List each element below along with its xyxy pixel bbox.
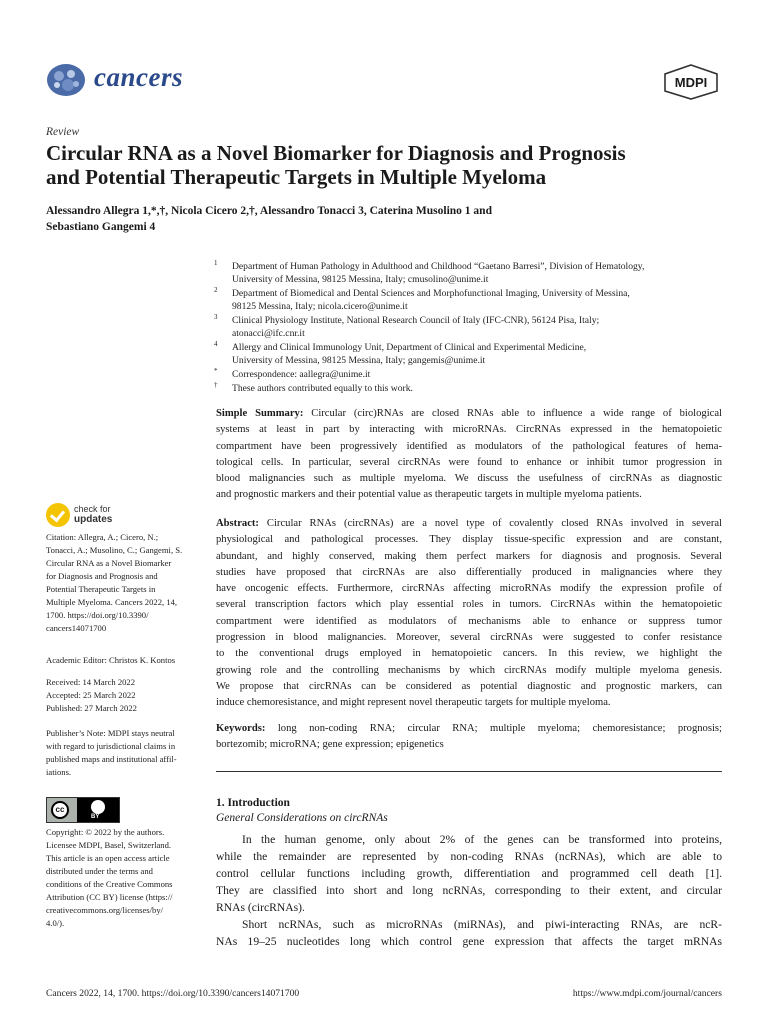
copyright-license-link[interactable]: Attribution (CC BY) license (https:// xyxy=(46,892,173,902)
copyright-line: conditions of the Creative Commons xyxy=(46,879,173,889)
attribution-person-icon xyxy=(91,800,105,814)
copyright-line: distributed under the terms and xyxy=(46,866,153,876)
title-line: and Potential Therapeutic Targets in Multiple Myeloma xyxy=(46,165,547,189)
publisher-note-line: with regard to jurisdictional claims in xyxy=(46,741,176,751)
keywords-line: bortezomib; microRNA; gene expression; epigenetics xyxy=(216,739,444,751)
introduction-body xyxy=(216,831,722,950)
cc-by-panel xyxy=(77,798,119,822)
date-received: Received: 14 March 2022 xyxy=(46,677,136,687)
citation-line: Potential Therapeutic Targets in xyxy=(46,584,156,594)
body-line: NAs 19–25 nucleotides long which control gene expression that affects the target mRNAs xyxy=(216,935,722,948)
abstract-line: studies have proposed that circRNAs are also differentially produced in malignancies where they xyxy=(216,566,722,578)
citation-doi-link[interactable]: 1700. https://doi.org/10.3390/ xyxy=(46,610,149,620)
copyright-line: This article is an open access article xyxy=(46,853,170,863)
cc-icon: cc xyxy=(51,801,69,819)
summary-line xyxy=(216,406,722,422)
academic-editor xyxy=(46,654,202,667)
date-published: Published: 27 March 2022 xyxy=(46,703,137,713)
article-title xyxy=(46,141,726,189)
abstract-line: physiological and pathological processes. They display tissue-specific expression and are constant, xyxy=(216,534,722,546)
summary-line: tological cells. In particular, several circRNAs were found to enhance or inhibit tumor progression in xyxy=(216,456,722,468)
affiliation-line: Allergy and Clinical Immunology Unit, Department of Clinical and Experimental Medicine, xyxy=(232,342,587,353)
cc-by-license-icon[interactable] xyxy=(46,797,120,823)
subsection-title: General Considerations on circRNAs xyxy=(216,812,388,824)
citation-line: for Diagnosis and Prognosis and xyxy=(46,571,158,581)
abstract-line: growing role and the controlling mechanisms by which circRNAs modify multiple myeloma genesis. xyxy=(216,664,722,676)
affiliation-mark: † xyxy=(214,381,218,389)
affiliation-line: Department of Biomedical and Dental Sciences and Morphofunctional Imaging, University of Messina, xyxy=(232,288,630,299)
abstract-line: We propose that circRNAs can be considered as potential diagnostic and prognostic markers, can xyxy=(216,680,722,692)
citation-doi-link[interactable]: cancers14071700 xyxy=(46,623,107,633)
body-line: while the remainder are represented by non-coding RNAs (ncRNAs), which are able to xyxy=(216,850,722,863)
body-line: RNAs (circRNAs). xyxy=(216,901,305,914)
journal-logo-icon xyxy=(46,62,86,98)
keywords xyxy=(216,721,722,754)
affiliation-item xyxy=(212,341,724,367)
checkmark-icon xyxy=(46,503,70,527)
abstract-line: compartment were identified as modulators of mechanisms able to enhance or suppress tumor xyxy=(216,615,722,627)
equal-contribution-note xyxy=(212,382,724,395)
affiliation-mark: 1 xyxy=(214,259,218,267)
affiliation-line: University of Messina, 98125 Messina, Italy; cmusolino@unime.it xyxy=(232,274,489,285)
affiliation-mark: 3 xyxy=(214,313,218,321)
publication-dates xyxy=(46,676,202,715)
correspondence-item xyxy=(212,368,724,381)
academic-editor-line: Academic Editor: Christos K. Kontos xyxy=(46,655,176,665)
publisher-note xyxy=(46,727,202,779)
summary-text: Circular (circ)RNAs are closed RNAs able to influence a wide range of biological xyxy=(311,408,722,419)
abstract xyxy=(216,516,722,712)
copyright-license-link[interactable]: 4.0/). xyxy=(46,918,65,928)
abstract-line: to the conventional drugs employed in hematopoietic cancers. In this review, we highlight the xyxy=(216,648,722,660)
keywords-line xyxy=(216,721,722,737)
body-line: They are classified into short and long ncRNAs, corresponding to their extent, and circular xyxy=(216,884,722,897)
summary-line: blood malignancies such as multiple myeloma. We discuss the usefulness of circRNAs as diagnostic xyxy=(216,473,722,485)
journal-name[interactable]: cancers xyxy=(94,62,183,92)
abstract-line: several transcription factors which play essential roles in tumors. CircRNAs within the hematopoietic xyxy=(216,599,722,611)
author-line[interactable]: Alessandro Allegra 1,*,†, Nicola Cicero 2,†, Alessandro Tonacci 3, Caterina Musolino 1 and xyxy=(46,205,492,217)
equal-contribution-line: These authors contributed equally to this work. xyxy=(232,383,413,394)
affiliation-item xyxy=(212,287,724,313)
copyright-line: Licensee MDPI, Basel, Switzerland. xyxy=(46,840,172,850)
affiliation-mark: 2 xyxy=(214,286,218,294)
citation-line: Multiple Myeloma. Cancers 2022, 14, xyxy=(46,597,178,607)
summary-line: systems at least in part by interacting with microRNAs. CircRNAs expressed in the hematopoietic xyxy=(216,424,722,436)
body-line: In the human genome, only about 2% of the genes can be transformed into proteins, xyxy=(242,833,722,846)
abstract-line: induce chemoresistance, and might represent novel therapeutic targets for multiple myeloma. xyxy=(216,697,611,709)
affiliation-item xyxy=(212,314,724,340)
author-list xyxy=(46,203,726,235)
copyright-block xyxy=(46,826,202,930)
affiliation-line: Clinical Physiology Institute, National Research Council of Italy (IFC-CNR), 56124 Pisa, Italy; xyxy=(232,315,600,326)
abstract-line xyxy=(216,516,722,532)
mdpi-logo-text: MDPI xyxy=(674,75,708,90)
citation-line: Tonacci, A.; Musolino, C.; Gangemi, S. xyxy=(46,545,183,555)
body-line: control cellular functions including growth, differentiation and programmed cell death [1]. xyxy=(216,867,722,880)
simple-summary xyxy=(216,406,722,504)
copyright-line: Copyright: © 2022 by the authors. xyxy=(46,827,165,837)
section-title: 1. Introduction xyxy=(216,797,290,809)
affiliation-item xyxy=(212,260,724,286)
keywords-text: long non-coding RNA; circular RNA; multiple myeloma; chemoresistance; prognosis; xyxy=(277,723,722,734)
article-type: Review xyxy=(46,126,80,138)
check-updates-text: check for xyxy=(74,504,111,514)
section-divider xyxy=(216,771,722,772)
affiliation-mark: * xyxy=(214,367,218,375)
date-accepted: Accepted: 25 March 2022 xyxy=(46,690,136,700)
affiliation-line: 98125 Messina, Italy; nicola.cicero@unime.it xyxy=(232,301,408,312)
check-for-updates-button[interactable] xyxy=(46,503,126,529)
footer-journal-link[interactable]: https://www.mdpi.com/journal/cancers xyxy=(572,988,722,999)
abstract-line: progression in blood malignancies. Moreover, several circRNAs were suggested to confer resistance xyxy=(216,632,722,644)
keywords-label: Keywords: xyxy=(216,723,266,734)
title-line: Circular RNA as a Novel Biomarker for Diagnosis and Prognosis xyxy=(46,141,626,165)
abstract-line: abundant, and highly conserved, making them perfect markers for diagnosis and prognosis. Several xyxy=(216,550,722,562)
check-updates-text: updates xyxy=(74,514,113,525)
correspondence-line[interactable]: Correspondence: aallegra@unime.it xyxy=(232,369,371,380)
body-line: Short ncRNAs, such as microRNAs (miRNAs), and piwi-interacting RNAs, are ncR- xyxy=(242,918,722,931)
journal-header xyxy=(46,60,722,104)
footer-citation[interactable]: Cancers 2022, 14, 1700. https://doi.org/10.3390/cancers14071700 xyxy=(46,988,300,999)
mdpi-logo-icon[interactable] xyxy=(662,64,720,100)
author-line[interactable]: Sebastiano Gangemi 4 xyxy=(46,221,156,233)
copyright-license-link[interactable]: creativecommons.org/licenses/by/ xyxy=(46,905,164,915)
affiliations xyxy=(212,260,724,396)
publisher-note-line: published maps and institutional affil- xyxy=(46,754,177,764)
publisher-note-line: Publisher’s Note: MDPI stays neutral xyxy=(46,728,175,738)
cc-by-label: BY xyxy=(91,814,100,820)
abstract-text: Circular RNAs (circRNAs) are a novel type of covalently closed RNAs involved in several xyxy=(266,518,722,529)
affiliation-line: atonacci@ifc.cnr.it xyxy=(232,328,305,339)
affiliation-line: Department of Human Pathology in Adulthood and Childhood “Gaetano Barresi”, Division of Hematology, xyxy=(232,261,645,272)
abstract-label: Abstract: xyxy=(216,518,259,529)
simple-summary-label: Simple Summary: xyxy=(216,408,304,419)
summary-line: and prognostic markers and their potential value as therapeutic targets in multiple myeloma patients. xyxy=(216,489,642,501)
publisher-note-line: iations. xyxy=(46,767,72,777)
citation-line: Circular RNA as a Novel Biomarker xyxy=(46,558,172,568)
affiliation-mark: 4 xyxy=(214,340,218,348)
citation-block xyxy=(46,531,202,635)
citation-line: Citation: Allegra, A.; Cicero, N.; xyxy=(46,532,159,542)
summary-line: compartment have been progressively identified as modulators of the pathological features of hema- xyxy=(216,440,722,452)
abstract-line: have oncogenic effects. Furthermore, circRNAs affecting microRNAs modify the expression profile of xyxy=(216,583,722,595)
affiliation-line: University of Messina, 98125 Messina, Italy; gangemis@unime.it xyxy=(232,355,486,366)
